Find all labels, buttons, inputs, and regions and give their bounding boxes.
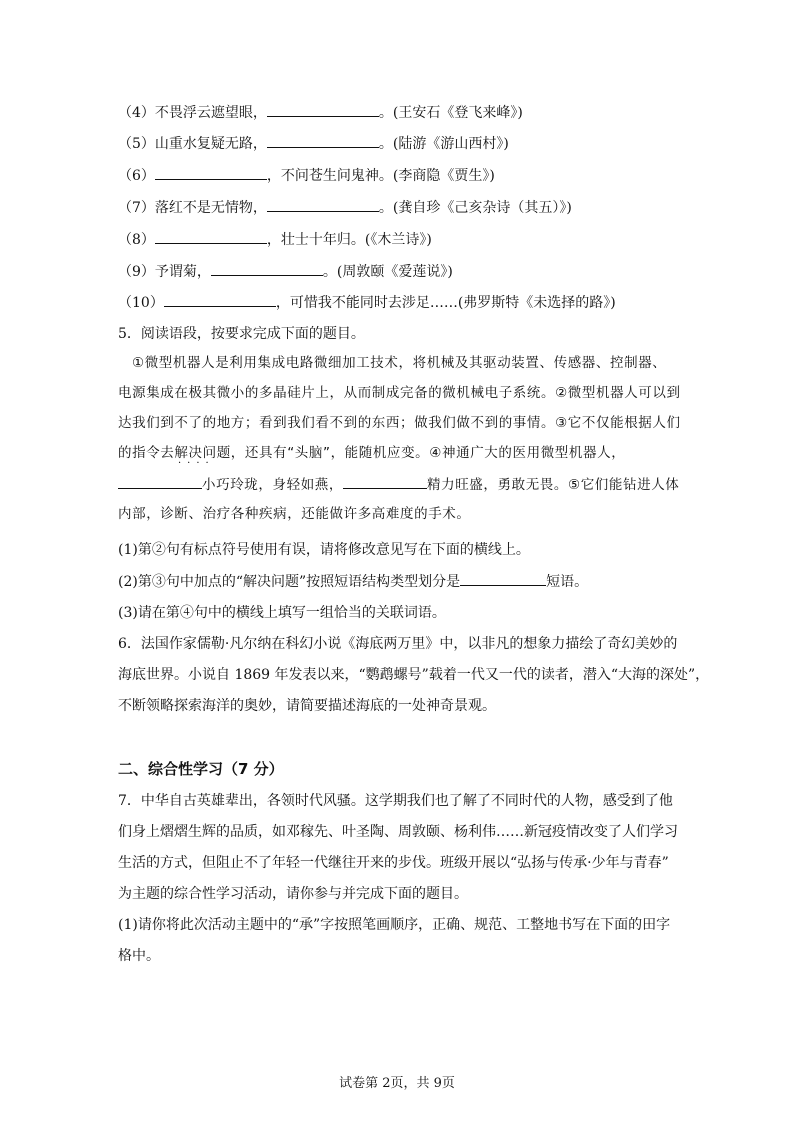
emphasis-dots: ···· — [178, 458, 215, 469]
blank-item-10 — [118, 292, 616, 313]
passage-fragment: 精力旺盛，勇敢无畏。⑤它们能钻进人体 — [427, 477, 680, 493]
passage-line: 电源集成在极其微小的多晶硅片上，从而制成完备的微机械电子系统。②微型机器人可以到 — [118, 385, 681, 401]
q7-line: 生活的方式，但阻止不了年轻一代继往开来的步伐。班级开展以“弘扬与传承·少年与青春” — [118, 855, 669, 871]
blank-item-5 — [118, 133, 509, 154]
item-number: （6） — [118, 168, 155, 184]
sub2-suffix: 短语。 — [546, 574, 589, 590]
q7-line: 为主题的综合性学习活动，请你参与并完成下面的题目。 — [118, 886, 468, 902]
q6-line: 不断领略探索海洋的奥妙，请简要描述海底的一处神奇景观。 — [118, 698, 496, 714]
item-source: 。(龚自珍《己亥杂诗（其五）》) — [378, 200, 572, 216]
item-prompt: 予谓菊， — [154, 264, 211, 280]
answer-blank[interactable] — [267, 133, 379, 148]
q7-line: 们身上熠熠生辉的品质，如邓稼先、叶圣陶、周敦颐、杨利伟……新冠疫情改变了人们学习 — [118, 824, 678, 840]
passage-line: 的指令去解决问题，还具有“头脑”，能随机应变。④神通广大的医用微型机器人， — [118, 445, 626, 461]
q7-line: 7．中华自古英雄辈出，各领时代风骚。这学期我们也了解了不同时代的人物，感受到了他 — [118, 793, 673, 809]
answer-blank[interactable] — [155, 165, 267, 180]
answer-blank[interactable] — [267, 102, 379, 117]
q5-stem: 5．阅读语段，按要求完成下面的题目。 — [118, 326, 365, 342]
item-source: ，可惜我不能同时去涉足……(弗罗斯特《未选择的路》) — [275, 295, 616, 311]
blank-item-4 — [118, 102, 523, 123]
q5-sub3: (3)请在第④句中的横线上填写一组恰当的关联词语。 — [118, 605, 446, 621]
item-source: ，壮士十年归。(《木兰诗》) — [266, 232, 432, 248]
blank-item-7 — [118, 197, 572, 218]
item-number: （5） — [118, 136, 155, 152]
connective-blank[interactable] — [118, 474, 202, 489]
blank-item-6 — [118, 165, 495, 186]
q5-sub1: (1)第②句有标点符号使用有误，请将修改意见写在下面的横线上。 — [118, 542, 530, 558]
item-number: （7） — [118, 200, 155, 216]
answer-blank[interactable] — [460, 571, 546, 586]
blank-item-9 — [118, 261, 453, 282]
passage-line: ①微型机器人是利用集成电路微细加工技术，将机械及其驱动装置、传感器、控制器、 — [132, 355, 667, 371]
connective-blank[interactable] — [343, 474, 427, 489]
q5-sub2 — [118, 571, 588, 592]
q7-line: (1)请你将此次活动主题中的“承”字按照笔画顺序，正确、规范、工整地书写在下面的田字 — [118, 917, 671, 933]
item-prompt: 落红不是无情物， — [154, 200, 267, 216]
item-prompt: 山重水复疑无路， — [154, 136, 267, 152]
item-source: 。(周敦颐《爱莲说》) — [322, 264, 453, 280]
page-footer: 试卷第 2页，共 9页 — [339, 1076, 455, 1091]
answer-blank[interactable] — [267, 197, 379, 212]
item-source: ，不问苍生问鬼神。(李商隐《贾生》) — [266, 168, 495, 184]
q6-line: 6．法国作家儒勒·凡尔纳在科幻小说《海底两万里》中，以非凡的想象力描绘了奇幻美妙的 — [118, 636, 678, 652]
item-source: 。(陆游《游山西村》) — [378, 136, 509, 152]
sub2-prompt: (2)第③句中加点的“解决问题”按照短语结构类型划分是 — [118, 574, 461, 590]
item-number: （8） — [118, 232, 155, 248]
answer-blank[interactable] — [211, 261, 323, 276]
blank-item-8 — [118, 229, 432, 250]
item-prompt: 不畏浮云遮望眼， — [154, 105, 267, 121]
passage-line — [118, 474, 679, 495]
item-number: （4） — [118, 105, 155, 121]
passage-line: 达我们到不了的地方；看到我们看不到的东西；做我们做不到的事情。③它不仅能根据人们 — [118, 415, 681, 431]
q7-line: 格中。 — [118, 948, 160, 964]
section-heading: 二、综合性学习（7 分） — [118, 760, 284, 778]
item-source: 。(王安石《登飞来峰》) — [378, 105, 523, 121]
item-number: （10） — [118, 295, 164, 311]
passage-fragment: 小巧玲珑，身轻如燕， — [202, 477, 343, 493]
passage-line: 内部，诊断、治疗各种疾病，还能做许多高难度的手术。 — [118, 506, 471, 522]
q6-line: 海底世界。小说自 1869 年发表以来，“鹦鹉螺号”载着一代又一代的读者，潜入“大海的深处”， — [118, 667, 710, 683]
answer-blank[interactable] — [164, 292, 276, 307]
item-number: （9） — [118, 264, 155, 280]
answer-blank[interactable] — [155, 229, 267, 244]
